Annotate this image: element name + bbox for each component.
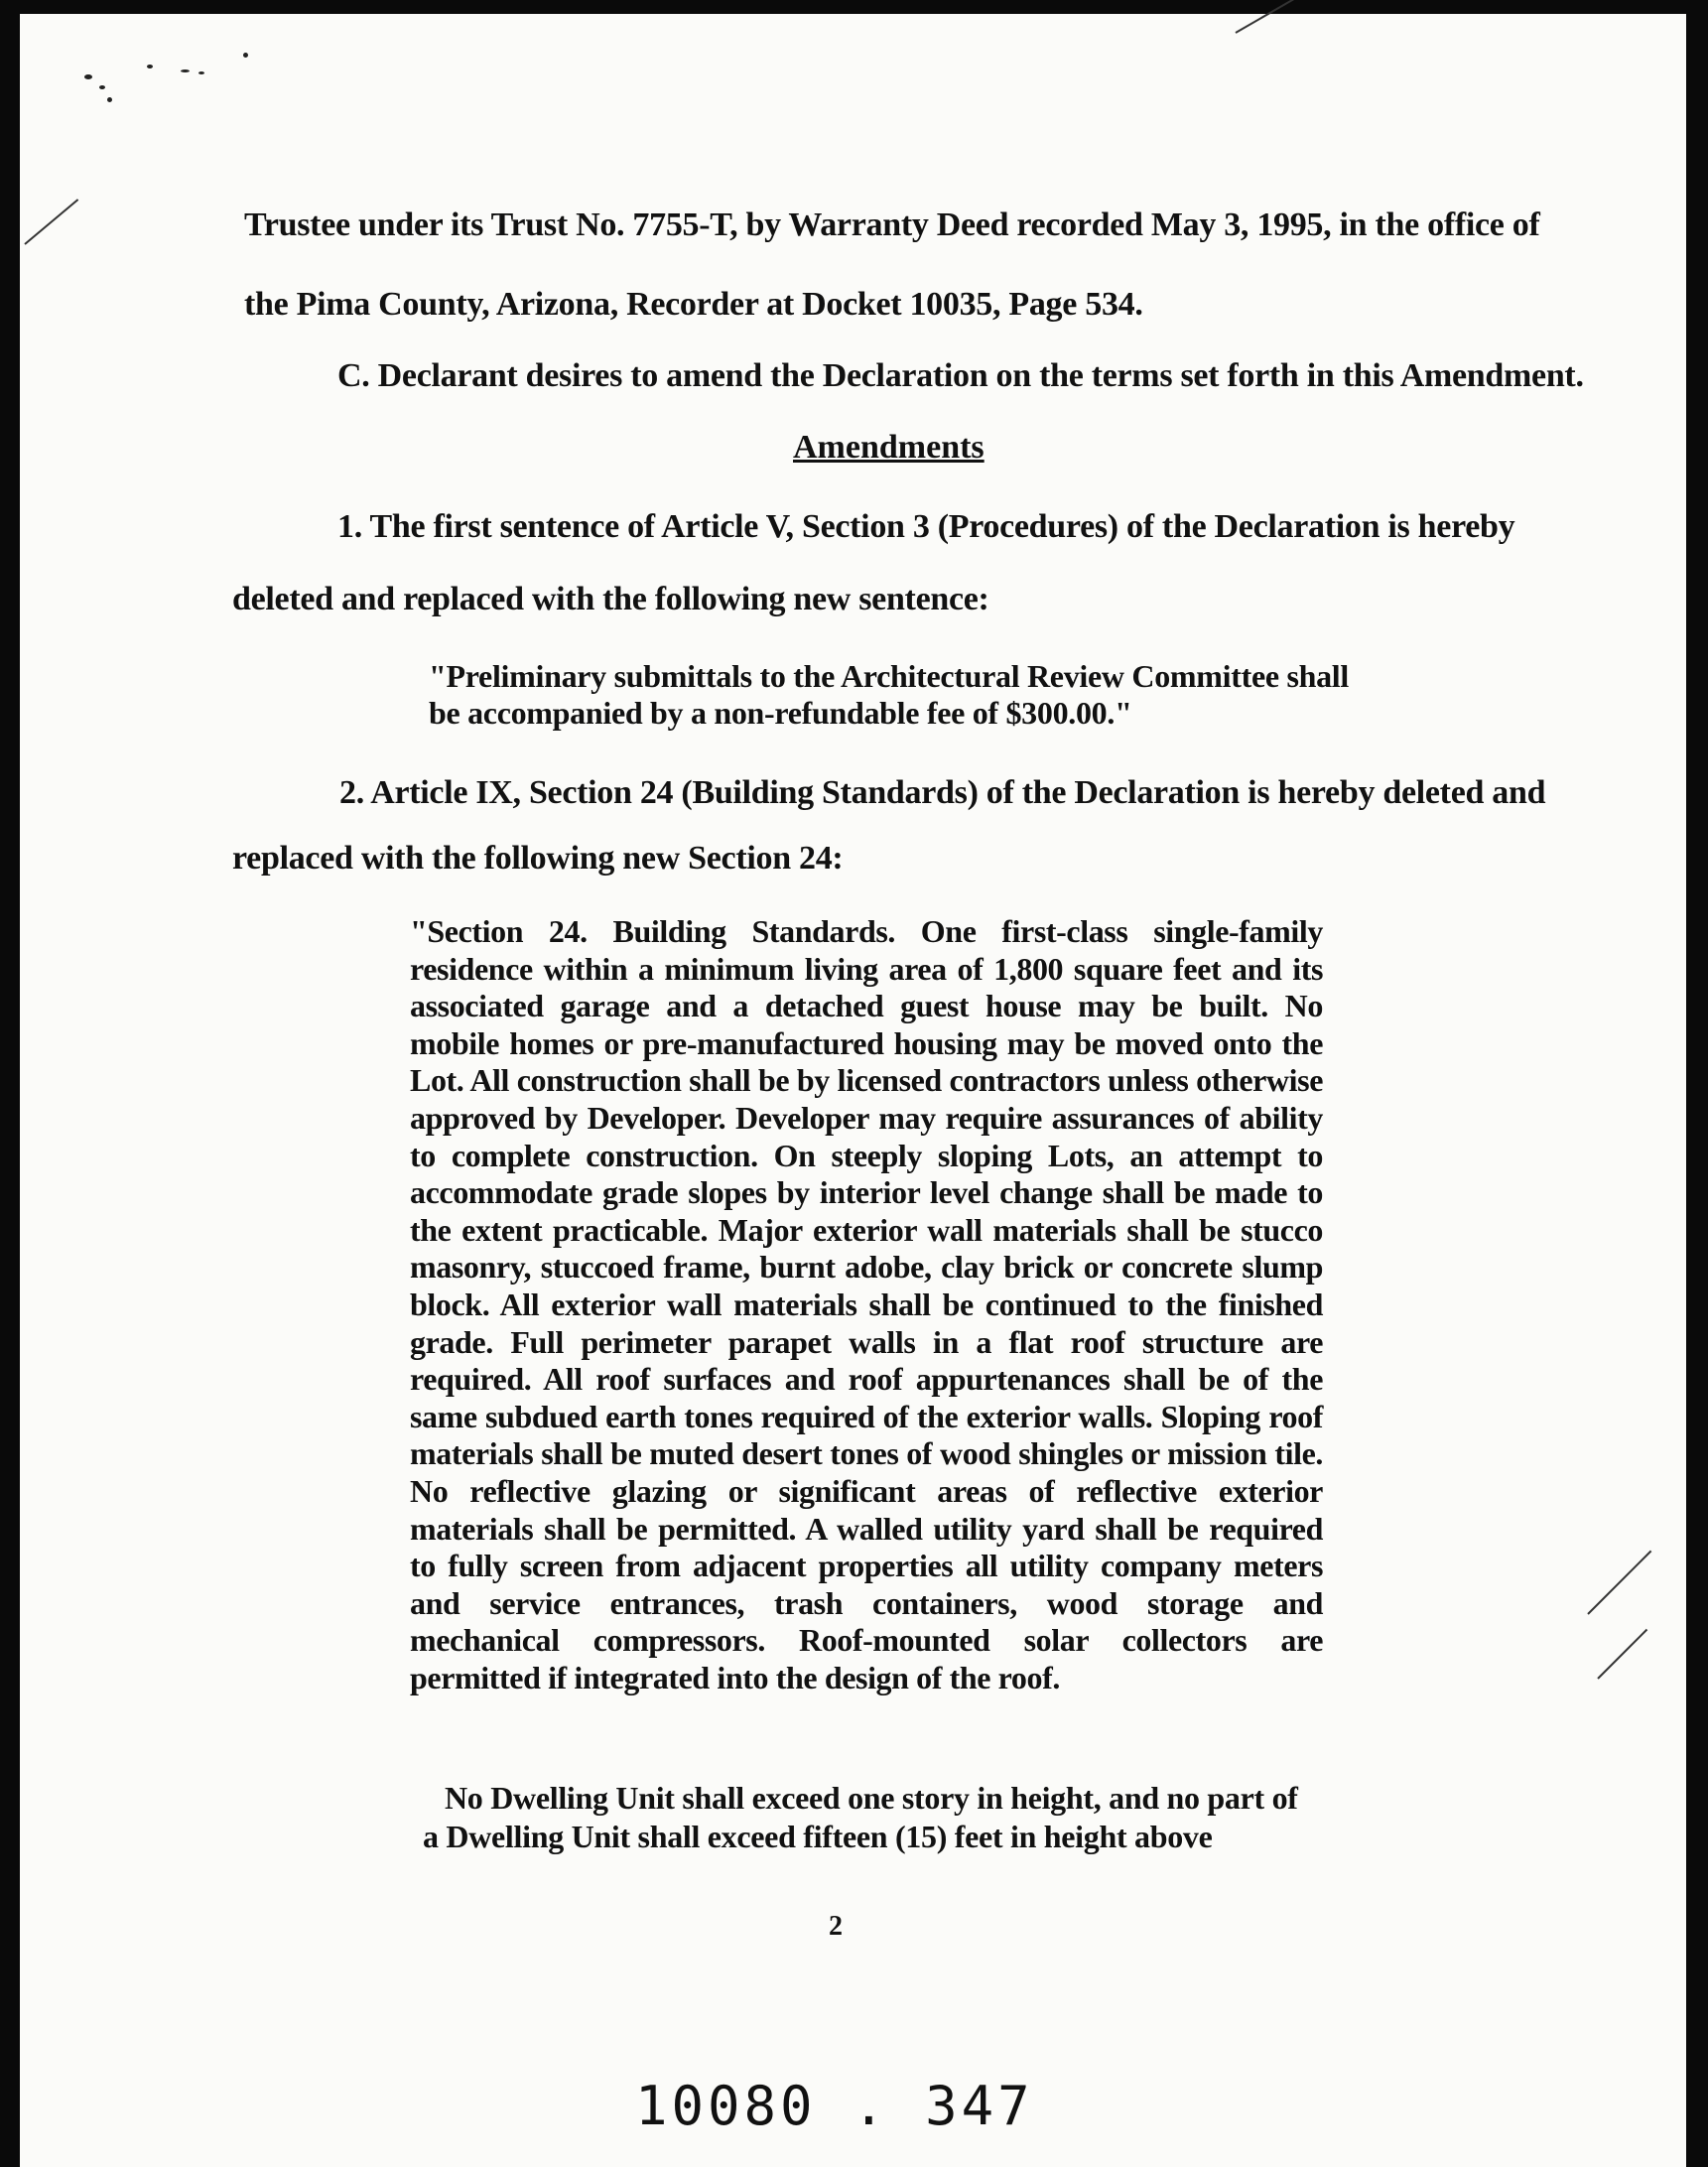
dwelling-line-1: No Dwelling Unit shall exceed one story in height, and no part of [445, 1780, 1298, 1816]
intro-line-1: Trustee under its Trust No. 7755-T, by Warranty Deed recorded May 3, 1995, in the office of [244, 206, 1540, 243]
scan-speck [107, 97, 112, 102]
scan-streak [1587, 1551, 1651, 1615]
document-id-stamp: 10080 . 347 [635, 2075, 1034, 2137]
item2-line-1: 2. Article IX, Section 24 (Building Standards) of the Declaration is hereby deleted and [339, 774, 1546, 811]
scan-speck [147, 65, 153, 68]
scan-speck [181, 69, 190, 72]
page-number: 2 [829, 1911, 843, 1942]
amendments-heading: Amendments [793, 429, 985, 466]
item1-quote-line-2: be accompanied by a non-refundable fee of $300.00." [429, 695, 1132, 731]
scan-speck [198, 71, 204, 74]
section-24-text: "Section 24. Building Standards. One first-class single-family residence within a minimum living area of 1,800 square feet and its associated garage and a detached guest house may be built. No mobile homes or pre-manufactured housing may be moved onto the Lot. All construction shall be by licensed contractors unless otherwise approved by Developer. Developer may require assurances of ability to complete construction. On steeply sloping Lots, an attempt to accommodate grade slopes by interior level change shall be made to the extent practicable. Major exterior wall materials shall be stucco masonry, stuccoed frame, burnt adobe, clay brick or concrete slump block. All exterior wall materials shall be continued to the finished grade. Full perimeter parapet walls in a flat roof structure are required. All roof surfaces and roof appurtenances shall be of the same subdued earth tones required of the exterior walls. Sloping roof materials shall be muted desert tones of wood shingles or mission tile. No reflective glazing or significant areas of reflective exterior materials shall be permitted. A walled utility yard shall be required to fully screen from adjacent properties all utility company meters and service entrances, trash containers, wood storage and mechanical compressors. Roof-mounted solar collectors are permitted if integrated into the design of the roof. [410, 913, 1323, 1695]
scan-speck [84, 74, 92, 79]
scan-top-band [20, 0, 1697, 38]
paragraph-c: C. Declarant desires to amend the Declaration on the terms set forth in this Amendment. [337, 357, 1584, 394]
scan-speck [99, 85, 105, 89]
scan-streak [1597, 1629, 1647, 1680]
intro-line-2: the Pima County, Arizona, Recorder at Docket 10035, Page 534. [244, 286, 1143, 323]
item1-line-1: 1. The first sentence of Article V, Section 3 (Procedures) of the Declaration is hereby [337, 508, 1515, 545]
item1-line-2: deleted and replaced with the following new sentence: [232, 581, 989, 617]
dwelling-line-2: a Dwelling Unit shall exceed fifteen (15) feet in height above [423, 1819, 1213, 1854]
scan-right-edge [1686, 0, 1697, 2167]
document-page [20, 0, 1697, 2167]
scan-speck [243, 53, 248, 58]
item2-line-2: replaced with the following new Section 24: [232, 840, 844, 877]
scan-streak [24, 199, 78, 245]
item1-quote-line-1: "Preliminary submittals to the Architectural Review Committee shall [429, 658, 1349, 694]
